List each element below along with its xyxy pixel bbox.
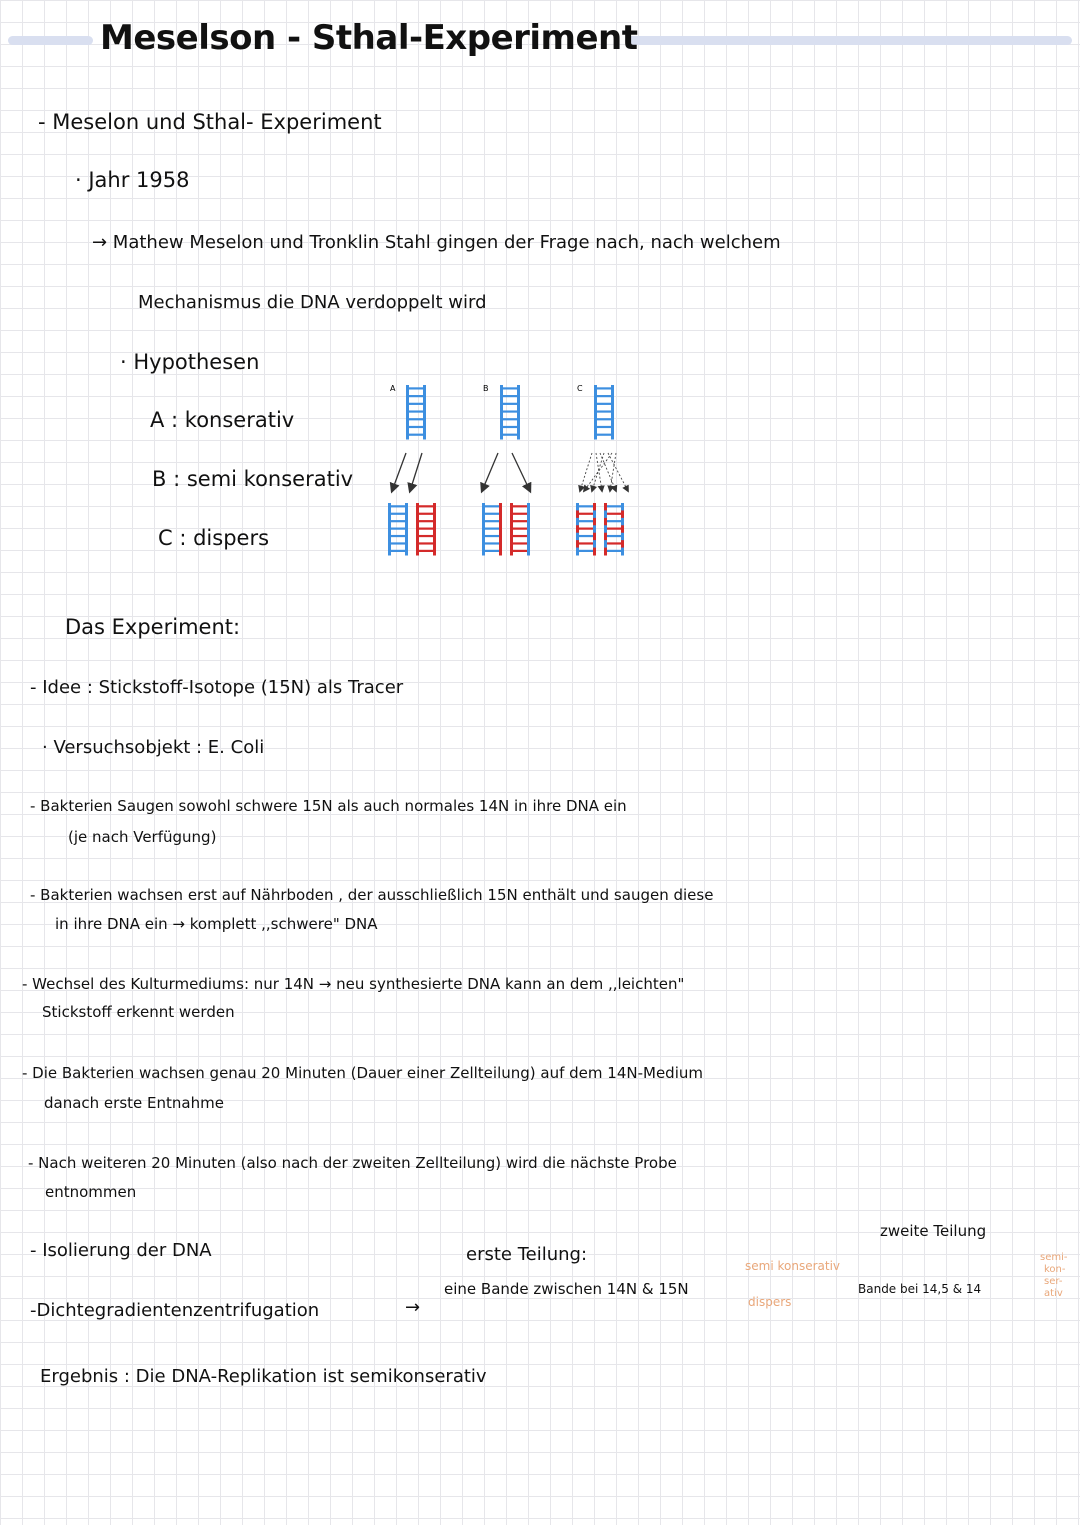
hypothesis-a: A : konserativ xyxy=(150,408,295,432)
year-line: · Jahr 1958 xyxy=(75,168,190,192)
dna-c-child-1 xyxy=(576,503,596,556)
side-note-1: semi- xyxy=(1040,1252,1068,1263)
grow-line-1: - Bakterien wachsen erst auf Nährboden , der ausschließlich 15N enthält und saugen diese xyxy=(30,886,714,904)
growth-line-1: - Die Bakterien wachsen genau 20 Minuten (Dauer einer Zellteilung) auf dem 14N-Medium xyxy=(22,1064,703,1082)
centrifugation-line: -Dichtegradientenzentrifugation xyxy=(30,1300,320,1321)
side-note-2: kon- xyxy=(1044,1264,1066,1275)
hypotheses-heading: · Hypothesen xyxy=(120,350,260,374)
result-line: Ergebnis : Die DNA-Replikation ist semikonserativ xyxy=(40,1366,487,1387)
second-division-text: Bande bei 14,5 & 14 xyxy=(858,1282,982,1296)
first-division-text: eine Bande zwischen 14N & 15N xyxy=(444,1280,689,1298)
arrow-to-result: → xyxy=(405,1297,421,1318)
organism-line: · Versuchsobjekt : E. Coli xyxy=(42,737,265,758)
dna-b-child-1 xyxy=(482,503,502,556)
grow-line-2: in ihre DNA ein → komplett ,,schwere" DNA xyxy=(55,915,378,933)
side-note-3: ser- xyxy=(1044,1276,1063,1287)
further-line-2: entnommen xyxy=(45,1183,137,1201)
experiment-heading: Das Experiment: xyxy=(65,615,241,639)
dna-b-child-2 xyxy=(510,503,530,556)
diagram-letter-c: C xyxy=(577,384,583,393)
first-division-title: erste Teilung: xyxy=(466,1244,588,1265)
hypothesis-b: B : semi konserativ xyxy=(152,467,354,491)
note-dispers: dispers xyxy=(748,1295,792,1309)
dna-a-child-2 xyxy=(416,503,436,556)
question-line-1: → Mathew Meselon und Tronklin Stahl gingen der Frage nach, nach welchem xyxy=(92,232,781,253)
dna-parent-c xyxy=(594,385,614,440)
question-line-2: Mechanismus die DNA verdoppelt wird xyxy=(138,292,487,313)
growth-line-2: danach erste Entnahme xyxy=(44,1094,224,1112)
title-underline-right xyxy=(625,36,1072,45)
dna-parent-b xyxy=(500,385,520,440)
bacteria-line-1: - Bakterien Saugen sowohl schwere 15N als auch normales 14N in ihre DNA ein xyxy=(30,797,627,815)
switch-line-1: - Wechsel des Kulturmediums: nur 14N → neu synthesierte DNA kann an dem ,,leichten" xyxy=(22,975,685,993)
diagram-letter-b: B xyxy=(483,384,489,393)
diagram-letter-a: A xyxy=(390,384,396,393)
second-division-title: zweite Teilung xyxy=(880,1222,987,1240)
page-title: Meselson - Sthal-Experiment xyxy=(100,18,638,58)
bacteria-line-2: (je nach Verfügung) xyxy=(68,828,217,846)
further-line-1: - Nach weiteren 20 Minuten (also nach der zweiten Zellteilung) wird die nächste Probe xyxy=(28,1154,677,1172)
switch-line-2: Stickstoff erkennt werden xyxy=(42,1003,235,1021)
dna-a-child-1 xyxy=(388,503,408,556)
dna-c-child-2 xyxy=(604,503,624,556)
isolation-line: - Isolierung der DNA xyxy=(30,1240,212,1261)
idea-line: - Idee : Stickstoff-Isotope (15N) als Tracer xyxy=(30,677,404,698)
dna-replication-diagram xyxy=(370,375,660,570)
dna-parent-a xyxy=(406,385,426,440)
hypothesis-c: C : dispers xyxy=(158,526,270,550)
side-note-4: ativ xyxy=(1044,1288,1063,1299)
intro-heading: - Meselon und Sthal- Experiment xyxy=(38,110,382,134)
note-semikonservativ: semi konserativ xyxy=(745,1259,841,1273)
title-underline-left xyxy=(8,36,93,45)
